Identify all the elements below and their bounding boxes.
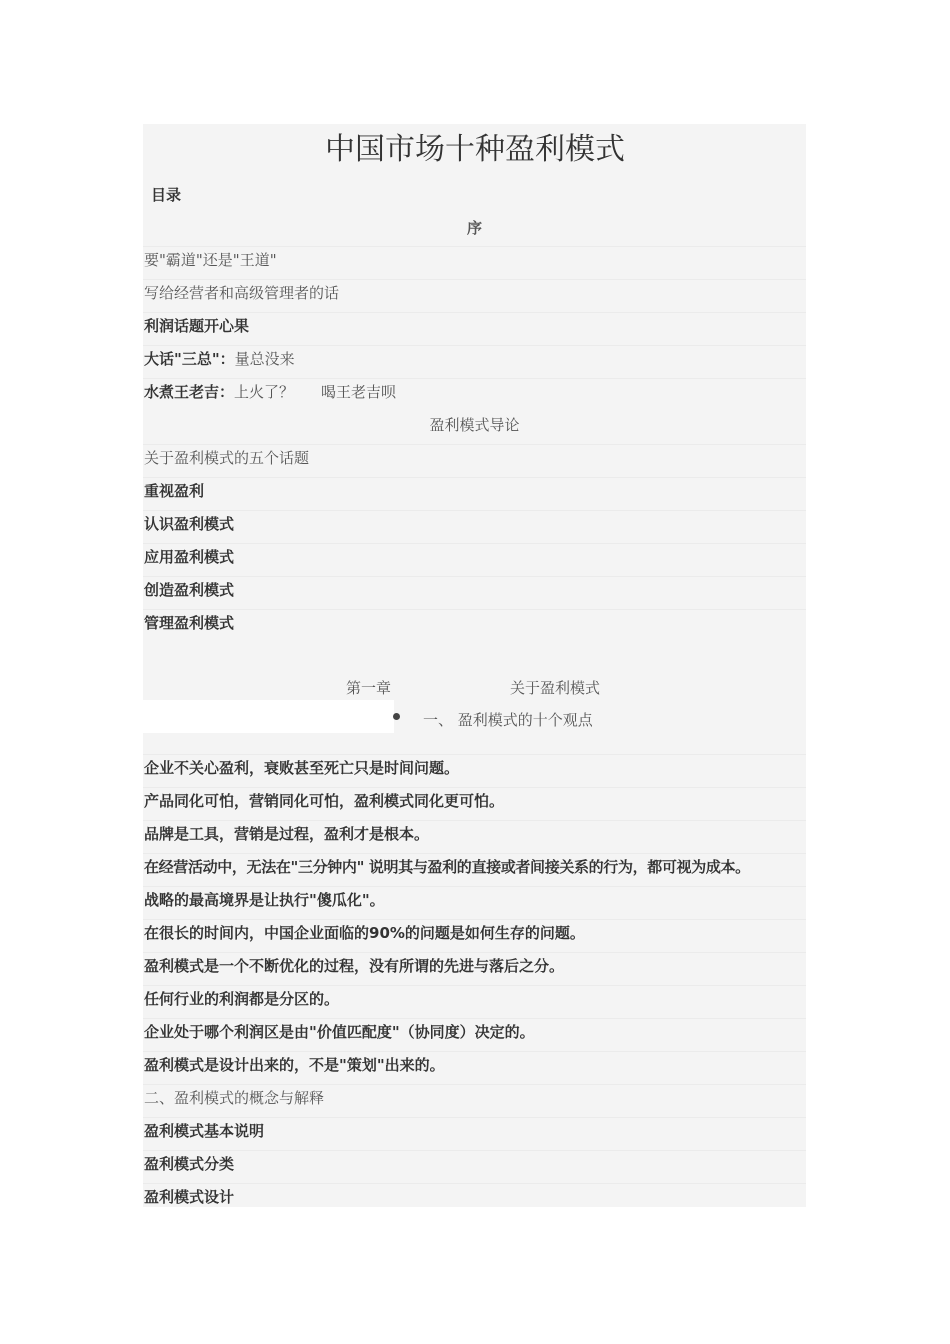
- divider: [143, 985, 806, 986]
- preface-item-4-rest: 量总没来: [234, 350, 295, 368]
- preface-item-5: [144, 382, 396, 402]
- divider: [143, 820, 806, 821]
- intro-heading: 盈利模式导论: [429, 416, 520, 434]
- intro-item-4: 应用盈利模式: [144, 548, 235, 566]
- divider: [143, 886, 806, 887]
- divider: [143, 576, 806, 577]
- preface-item-2: 写给经营者和高级管理者的话: [144, 284, 340, 302]
- divider: [143, 1051, 806, 1052]
- point-1: 企业不关心盈利，衰败甚至死亡只是时间问题。: [144, 759, 460, 777]
- divider: [143, 853, 806, 854]
- chapter-1-section-2: 二、盈利模式的概念与解释: [144, 1089, 325, 1107]
- divider: [143, 378, 806, 379]
- divider: [143, 1150, 806, 1151]
- divider: [143, 952, 806, 953]
- divider: [143, 1183, 806, 1184]
- divider: [143, 477, 806, 478]
- preface-item-4-bold: 大话"三总"：: [144, 350, 235, 368]
- intro-item-3: 认识盈利模式: [144, 515, 235, 533]
- intro-item-1: 关于盈利模式的五个话题: [144, 449, 310, 467]
- divider: [143, 312, 806, 313]
- divider: [143, 919, 806, 920]
- point-2: 产品同化可怕，营销同化可怕，盈利模式同化更可怕。: [144, 792, 505, 810]
- bullet-icon: [393, 713, 400, 720]
- divider: [143, 345, 806, 346]
- chapter-1-title: 关于盈利模式: [510, 679, 601, 697]
- point-6: 在很长的时间内，中国企业面临的90%的问题是如何生存的问题。: [144, 924, 585, 942]
- divider: [143, 787, 806, 788]
- preface-item-3: 利润话题开心果: [144, 317, 250, 335]
- toc-label: 目录: [151, 186, 182, 204]
- intro-item-5: 创造盈利模式: [144, 581, 235, 599]
- chapter-1-section-1: 一、 盈利模式的十个观点: [423, 711, 593, 729]
- section-2-item-3: 盈利模式设计: [144, 1188, 235, 1206]
- document-title: 中国市场十种盈利模式: [325, 132, 625, 167]
- point-9: 企业处于哪个利润区是由"价值匹配度"（协同度）决定的。: [144, 1023, 535, 1041]
- divider: [143, 444, 806, 445]
- divider: [143, 1117, 806, 1118]
- blank-area: [143, 700, 394, 733]
- divider: [143, 246, 806, 247]
- point-5: 战略的最高境界是让执行"傻瓜化"。: [144, 891, 385, 909]
- section-2-item-2: 盈利模式分类: [144, 1155, 235, 1173]
- preface-item-4: [144, 349, 295, 369]
- chapter-1-label: 第一章: [346, 679, 392, 697]
- intro-item-6: 管理盈利模式: [144, 614, 235, 632]
- point-4: 在经营活动中，无法在"三分钟内" 说明其与盈利的直接或者间接关系的行为，都可视为成本。: [144, 858, 750, 876]
- divider: [143, 510, 806, 511]
- divider: [143, 1018, 806, 1019]
- divider: [143, 754, 806, 755]
- point-7: 盈利模式是一个不断优化的过程，没有所谓的先进与落后之分。: [144, 957, 565, 975]
- preface-heading: 序: [466, 219, 482, 237]
- preface-item-5-bold: 水煮王老吉：: [144, 383, 235, 401]
- divider: [143, 279, 806, 280]
- point-10: 盈利模式是设计出来的，不是"策划"出来的。: [144, 1056, 445, 1074]
- preface-item-5-rest-1: 上火了？: [234, 383, 295, 401]
- divider: [143, 543, 806, 544]
- section-2-item-1: 盈利模式基本说明: [144, 1122, 265, 1140]
- point-8: 任何行业的利润都是分区的。: [144, 990, 340, 1008]
- preface-item-1: 要"霸道"还是"王道": [144, 251, 277, 269]
- divider: [143, 1084, 806, 1085]
- point-3: 品牌是工具，营销是过程，盈利才是根本。: [144, 825, 430, 843]
- intro-item-2: 重视盈利: [144, 482, 205, 500]
- preface-item-5-rest-2: 喝王老吉呗: [321, 383, 397, 401]
- divider: [143, 609, 806, 610]
